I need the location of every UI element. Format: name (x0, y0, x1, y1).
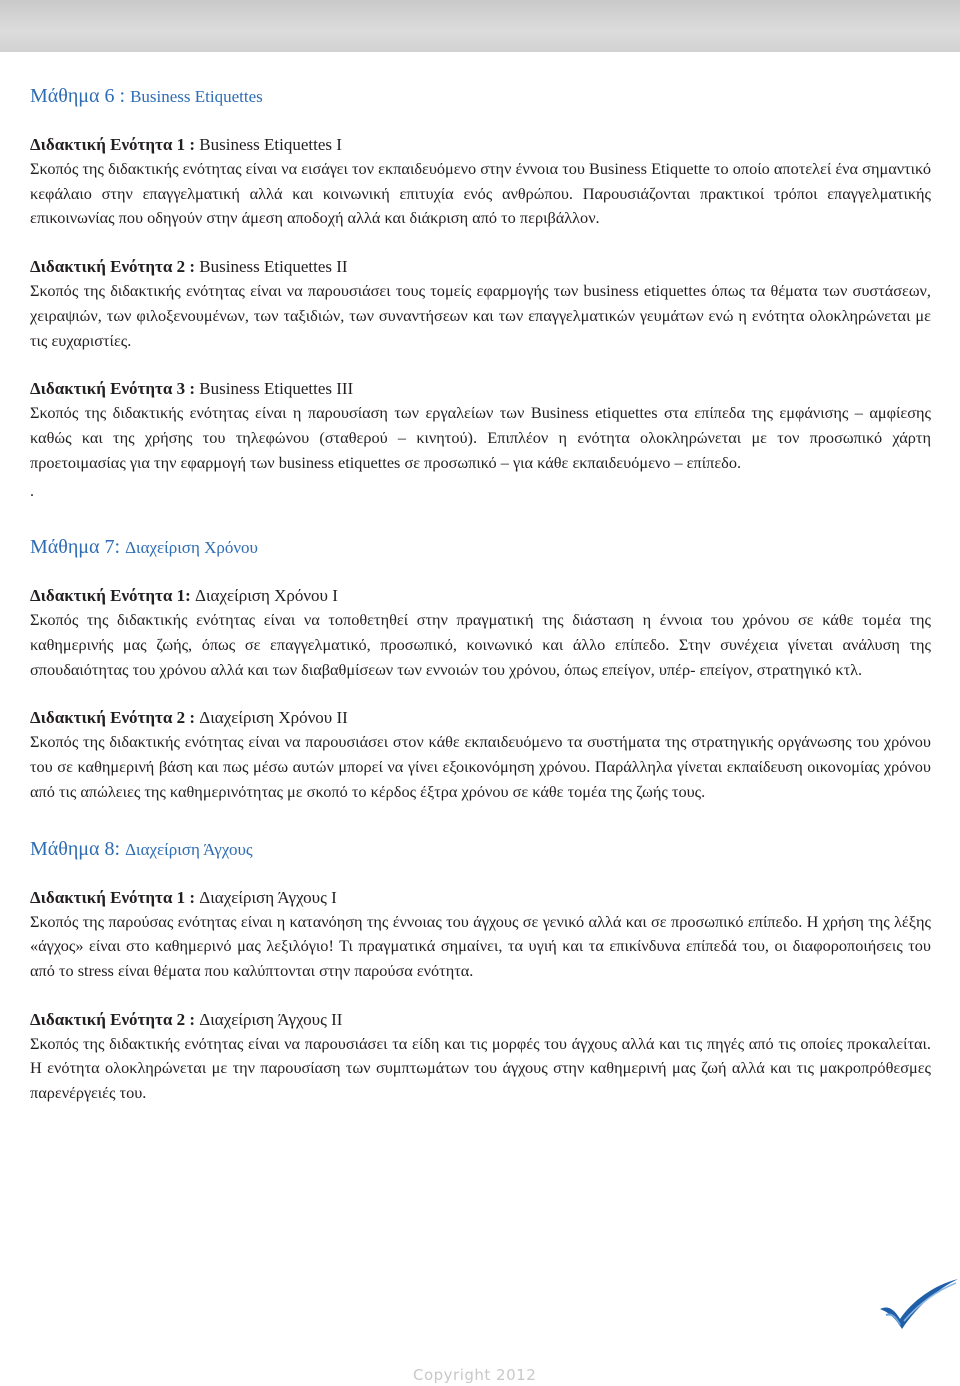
unit-description: Σκοπός της διδακτικής ενότητας είναι να παρουσιάσει τα είδη και τις μορφές του άγχους αλλά και τις πηγές από τις οποίες προκαλείται. Η ενότητα ολοκληρώνεται με την παρουσίαση των συμπτωμάτων του άγχους στην καθημερινή μας ζωή αλλά και τις μακροπρόθεσμες παρενέργειές του. (30, 1033, 931, 1103)
copyright-footer: Copyright 2012 (413, 1366, 537, 1384)
unit-heading (30, 706, 931, 730)
unit-title: Διαχείριση Άγχους II (199, 1009, 343, 1029)
unit-label: Διδακτική Ενότητα 3 : (30, 379, 200, 399)
lesson-7-name: Διαχείριση Χρόνου (125, 538, 258, 558)
unit-label: Διδακτική Ενότητα 2 : (30, 1009, 200, 1029)
unit-title: Business Etiquettes I (199, 135, 342, 154)
unit-title: Διαχείριση Χρόνου I (195, 586, 338, 606)
lesson-8-unit-2 (30, 1008, 931, 1106)
unit-description: Σκοπός της διδακτικής ενότητας είναι να τοποθετηθεί στην πραγματική της διάσταση η έννοια του χρόνου σε κάθε τομέα της καθημερινής μας ζωής, όπως σε επαγγελματικό, προσωπικό, κοινωνικό και άλλο επίπεδο. Στην συνέχεια γίνεται ανάλυση της σπουδαιότητας του χρόνου αλλά και των διαβαθμίσεων των εννοιών του χρόνου, όπως επείγον, υπέρ- επείγον, στρατηγικό κτλ. (30, 610, 931, 679)
lesson-6-unit-2 (30, 255, 931, 353)
unit-description: Σκοπός της παρούσας ενότητας είναι η κατανόηση της έννοιας του άγχους σε γενικό αλλά και σε προσωπικό επίπεδο. Η χρήση της λέξης «άγχος» είναι στο καθημερινό μας λεξιλόγιο! Τι πραγματικά σημαίνει, τα υγιή και τα επικίνδυνα επίπεδά του, οι διαφοροποιήσεις του από το stress είναι θέματα που καλύπτονται στην παρούσα ενότητα. (30, 911, 931, 980)
unit-label: Διδακτική Ενότητα 1 : (30, 887, 200, 907)
unit-heading (30, 255, 931, 279)
unit-title: Διαχείριση Χρόνου II (199, 708, 348, 728)
lesson-6-title (30, 82, 931, 111)
lesson-8-name: Διαχείριση Άγχους (125, 839, 253, 859)
lesson-7-unit-2 (30, 706, 931, 804)
unit-description: Σκοπός της διδακτικής ενότητας είναι να παρουσιάσει τους τομείς εφαρμογής των business etiquettes όπως τα θέματα των συστάσεων, χειραψιών, των φιλοξενουμένων, των ταξιδιών, των συναντήσεων και των επαγγελματικών γευμάτων ενώ η ενότητα ολοκληρώνεται με τις ευχαριστίες. (30, 281, 931, 350)
unit-title: Business Etiquettes II (199, 257, 348, 277)
lesson-8-unit-1 (30, 886, 931, 984)
trailing-dot: . (30, 483, 34, 501)
lesson-7-unit-1 (30, 584, 931, 682)
lesson-6-prefix: Μάθημα 6 : (30, 85, 131, 107)
lesson-7-title (30, 533, 931, 562)
lesson-6-name: Business Etiquettes (130, 87, 263, 106)
unit-label: Διδακτική Ενότητα 1: (30, 586, 196, 606)
lesson-6-unit-3 (30, 377, 931, 475)
lesson-7-prefix: Μάθημα 7: (30, 536, 126, 559)
unit-heading (30, 584, 931, 608)
unit-description: Σκοπός της διδακτικής ενότητας είναι να εισάγει τον εκπαιδευόμενο στην έννοια του Business Etiquette το οποίο αποτελεί ένα σημαντικό κεφάλαιο στην επαγγελματική αλλά και κοινωνική επιτυχία ενός ανθρώπου. Παρουσιάζονται πρακτικοί τρόποι επαγγελματικής επικοινωνίας που οδηγούν στην άμεση αποδοχή αλλά και διάκριση από το περιβάλλον. (30, 159, 931, 228)
unit-heading (30, 377, 931, 401)
checkmark-swoosh-logo-icon (878, 1275, 960, 1335)
lesson-8-title (30, 835, 931, 864)
lesson-8-prefix: Μάθημα 8: (30, 837, 126, 860)
unit-heading (30, 886, 931, 910)
unit-title: Business Etiquettes III (199, 379, 354, 399)
unit-label: Διδακτική Ενότητα 1 : (30, 135, 200, 154)
lesson-6-unit-1 (30, 133, 931, 231)
unit-label: Διδακτική Ενότητα 2 : (30, 257, 200, 277)
unit-title: Διαχείριση Άγχους I (199, 887, 337, 907)
document-body (30, 82, 931, 1130)
unit-description: Σκοπός της διδακτικής ενότητας είναι η παρουσίαση των εργαλείων των Business etiquettes στα επίπεδα της εμφάνισης – αμφίεσης καθώς και της χρήσης του τηλεφώνου (σταθερού – κινητού). Επιπλέον η ενότητα ολοκληρώνεται με τον προσωπικό χάρτη προετοιμασίας για την εφαρμογή των business etiquettes σε προσωπικό – για κάθε εκπαιδευόμενο – επίπεδο. (30, 403, 931, 472)
unit-description: Σκοπός της διδακτικής ενότητας είναι να παρουσιάσει στον κάθε εκπαιδευόμενο τα συστήματα της στρατηγικής οργάνωσης του χρόνου του σε καθημερινή βάση και πως μέσω αυτών μπορεί να γίνει εξοικονόμηση χρόνου. Παράλληλα γίνεται εκπαίδευση οικονομίας χρόνου από τις απώλειες της καθημερινότητας με σκοπό το κέρδος έξτρα χρόνου σε κάθε τομέα της ζωής τους. (30, 732, 931, 801)
unit-label: Διδακτική Ενότητα 2 : (30, 708, 200, 728)
unit-heading (30, 1008, 931, 1032)
top-gray-band (0, 0, 960, 52)
unit-heading (30, 133, 931, 157)
